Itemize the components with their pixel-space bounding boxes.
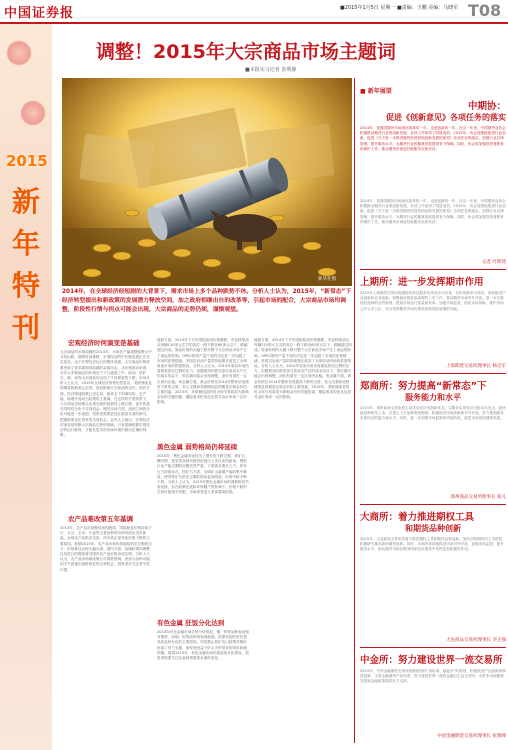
- flower-ornament-icon: [6, 40, 32, 66]
- section-text: 能源方面，2014年下半年国际原油价格暴跌，布伦特原油从每桶110美元左右的高位一路下跌至60美元以下，跌幅超过四成。原油价格的大幅下跌对整个大宗商品市场产生了深远的影响。OPEC维持产量不变的决定进一步加剧了市场的悲观情绪。美国页岩油产量的持续增长改变了全球原油市场的供需格局。分析人士认为，2015年原油市场仍将面临供应过剩的压力，但随着油价跌至部分高成本产区的成本线以下，供应端可能会出现调整，油价有望在一定区间内企稳。贵金属方面，黄金价格在2014年整体呈现震荡下跌的走势，美元走强和美联储加息预期是压制金价的主要因素。2015年，美联储加息的时点和节奏将成为影响金价的关键因素，避险需求的变化也将对金价形成一定的影响。: [157, 338, 249, 405]
- news-subtitle: 促进《创新意见》各项任务的落实: [386, 113, 506, 122]
- sidebar-char-4: 刊: [12, 311, 41, 344]
- news-text: 2015年，中国金融期货交易所将继续坚持“高标准、稳起步”的原则，积极推进产品创新和制度创新，丰富金融期货产品体系，努力建设世界一流的金融衍生品交易所，为资本市场健康发展和金融改革提供有力支持。: [360, 669, 506, 684]
- news-title: 上期所：进一步发挥期市作用: [360, 277, 484, 288]
- news-title: 中期协：: [467, 101, 506, 112]
- sidebar-char-2: 年: [12, 227, 41, 260]
- dateline: ■2015年1月5日 星期一 ■责编：王鹏 美编：马晓军: [340, 5, 459, 11]
- news-text: 2015年，郑州商品交易所将主动适应经济发展新常态，以服务实体经济为根本出发点，加快新品种研发上市，完善已上市品种规则制度，积极推进市场创新和对外开放，努力提高服务实体经济的能力和水平。同时，进一步加强市场监管和风险防范，促进市场规范健康发展。: [360, 406, 506, 421]
- divider: [360, 269, 506, 270]
- news-subtitle: 服务能力和水平: [405, 393, 461, 402]
- lead-photo: [62, 78, 352, 286]
- right-column: [360, 98, 506, 739]
- news-title: 郑商所：努力提高“新常态”下: [360, 381, 487, 392]
- section-text: 2014年有色金属市场走势分化明显，镍、锌等品种表现相对强势，而铜、铝等品种则表现疲弱。供需结构的差异是导致品种分化的主要原因。印尼禁止原矿出口政策对镍价形成了有力支撑，而锌则受益于矿山关停带来的供应收缩预期。展望2015年，有色金属市场仍将延续分化格局，投资者需要关注各品种供需基本面的变化。: [157, 630, 249, 661]
- section-text: 2014年，黑色金属市场经历了漫长的下跌过程，铁矿石、螺纹钢、焦炭等品种价格纷纷创出上市以来的新低。钢铁行业产能过剩的问题依然严重，下游需求增长乏力，库存压力持续存在。铁矿石方面，全球矿山新增产能的集中释放，使得铁矿石供应过剩的格局更加明显，价格中枢不断下移。分析人士认为，2015年黑色金属市场的弱势格局仍将延续，但在政策托底和环保限产的影响下，价格下跌的空间可能相对有限，市场或将进入底部震荡阶段。: [157, 454, 249, 495]
- section-title: 黑色金属 弱势格局仍将延续: [157, 443, 238, 451]
- body-column-2: [157, 338, 249, 730]
- news-text: 2015年，大连商品交易所将着力推进期权工具和期货品种创新，加快豆粕期权的上市进程，积极研究推出新的期货品种。同时，大商所将持续推进市场对外开放，加强市场监管，提升服务水平，推动期货市场在服务国家经济建设中发挥更加积极的作用。: [360, 537, 506, 552]
- section-text: 能源方面，2014年下半年国际原油价格暴跌，布伦特原油从每桶110美元左右的高位一路下跌至60美元以下，跌幅超过四成。原油价格的大幅下跌对整个大宗商品市场产生了深远的影响。OPEC维持产量不变的决定进一步加剧了市场的悲观情绪。美国页岩油产量的持续增长改变了全球原油市场的供需格局。分析人士认为，2015年原油市场仍将面临供应过剩的压力，但随着油价跌至部分高成本产区的成本线以下，供应端可能会出现调整，油价有望在一定区间内企稳。贵金属方面，黄金价格在2014年整体呈现震荡下跌的走势，美元走强和美联储加息预期是压制金价的主要因素。2015年，美联储加息的时点和节奏将成为影响金价的关键因素，避险需求的变化也将对金价形成一定的影响。: [254, 338, 352, 400]
- divider: [360, 647, 506, 648]
- photo-caption: 2014年，在全球经济经短剧的大背景下，需求市场上多个品种跌势不休。分析人士认为，2015年，“新常态”下经济转型提出和新政策的发展潜力释放空间，加之政府相继出台的改革等，引起市场的配合，大宗商品市场均调整，阶段性行情与拐点可能会出现，大宗商品的走势仍须，谨慎观望。: [62, 289, 352, 313]
- section-label: ■ 新年展望: [360, 88, 392, 95]
- section-title: 有色金属 狂饭分化达到: [157, 619, 225, 627]
- news-text: 2014年，是我国期货市场深化改革的一年，也是创新的一年。在这一年里，中国期货业协会积极推动期货行业的创新发展，各项工作取得了明显成效。2015年，协会将继续推进行业创新，促进《关于进一步推进期货经营机构创新发展的意见》各项任务的落实，加强行业自律管理，提升服务水平，为期货行业的健康发展提供有力保障。同时，协会将加强投资者教育和保护工作，推动期货市场更好地服务实体经济。: [360, 199, 506, 224]
- news-text: 2014年，是我国期货市场深化改革的一年，也是创新的一年。在这一年里，中国期货业协会积极推动期货行业的创新发展，各项工作取得了明显成效。2015年，协会将继续推进行业创新，促进《关于进一步推进期货经营机构创新发展的意见》各项任务的落实，加强行业自律管理，提升服务水平，为期货行业的健康发展提供有力保障。同时，协会将加强投资者教育和保护工作，推动期货市场更好地服务实体经济。: [360, 126, 506, 151]
- flower-ornament-icon: [20, 100, 46, 126]
- sidebar-char-3: 特: [12, 269, 41, 302]
- body-column-3: [254, 338, 352, 728]
- news-title: 中金所：努力建设世界一流交易所: [360, 655, 503, 666]
- news-credit: 上海期货交易所理事长 杨迈军: [446, 364, 506, 369]
- festive-sidebar: [0, 24, 52, 750]
- byline: ■本报实习记者 张利静: [245, 67, 297, 73]
- page-number: T08: [468, 1, 502, 20]
- news-credit: 大连商品交易所理事长 李正强: [446, 638, 506, 643]
- news-text: 2015年上海期货交易所将继续坚持以服务实体经济为宗旨，以市场需求为导向，加快推进产品创新和业务创新。积极稳妥推进原油期货上市工作，推动期货市场对外开放。进一步完善现有品种的合约规则，提高市场运行质量和效率。加强市场监管，防范市场风险，维护市场公开公平公正，充分发挥期货市场价格发现和风险管理的功能。: [360, 291, 506, 311]
- body-column-1: [60, 338, 152, 726]
- photo-credit: 新华社图: [318, 277, 336, 282]
- column-divider: [354, 78, 355, 743]
- news-subtitle: 和期货品种创新: [405, 524, 461, 533]
- section-text: 2014年，农产品市场整体表现疲弱，国际粮食价格持续下行，大豆、玉米、小麦等主要品种的价格均创出近年新低。全球农产品供应充裕、库存高企是导致价格下跌的主要原因。展望2015年，农产品市场仍将面临供应过剩的压力，价格难以出现大幅反弹。国内方面，临储政策的调整以及进口的增加将对国内农产品价格形成压制。分析人士认为，农产品市场难改第五年弱势基调，但部分品种可能因天气因素出现阶段性的反弹机会，投资者应关注季节性行情。: [60, 526, 152, 572]
- section-title: 农产品难改第五年基调: [68, 515, 133, 523]
- section-text: 大宗商品的出现周期的2014年，市场在产能调整和整合中寻找出路，随着时间推移，宏观经济的中长期发展正在发生改变。由于宏观经济运行的整体放缓，大宗商品价格体系受到了需求端和供给端的双重冲击。从价格波动来看，全年大多数商品的价格处于下行通道之中，原油、铁矿石、铜、铝等大宗商品均出现了不同程度的下跌。市场分析人士认为，2015年全球经济形势仍然复杂，美联储加息预期将影响美元走势，进而影响大宗商品的定价。国内方面，经济增速放缓已成定局，新常态下的调结构、去产能、稳增长将成为政策的主基调。在这样的宏观背景下，大宗商品市场难以出现全面的趋势性上涨行情，更多的是在结构性分化中寻找机会。期货市场方面，品种之间的分化可能进一步加剧，投资者需要更加注重基本面的研究，把握供需变化带来的交易机会。业内人士指出，宏观经济的演变是判断大宗商品走势的基础，只有准确把握宏观经济的运行脉络，才能在复杂的市场环境中做出正确的判断。: [60, 350, 152, 438]
- divider: [360, 373, 506, 374]
- newspaper-logo: 中国证券报: [4, 6, 75, 21]
- section-title: 宏观经济时何演变是基础: [68, 339, 140, 347]
- news-credit: 中国金融期货交易所理事长 张慎峰: [437, 734, 506, 739]
- news-credit: 记者 叶斯琦: [482, 260, 506, 265]
- news-title: 大商所：着力推进期权工具: [360, 512, 475, 523]
- headline: 调整！2015年大宗商品市场主题词: [96, 41, 396, 63]
- sidebar-char-1: 新: [12, 185, 41, 218]
- sidebar-year: 2015: [6, 152, 48, 170]
- divider: [360, 504, 506, 505]
- news-credit: 郑州商品交易所理事长 张凡: [450, 495, 506, 500]
